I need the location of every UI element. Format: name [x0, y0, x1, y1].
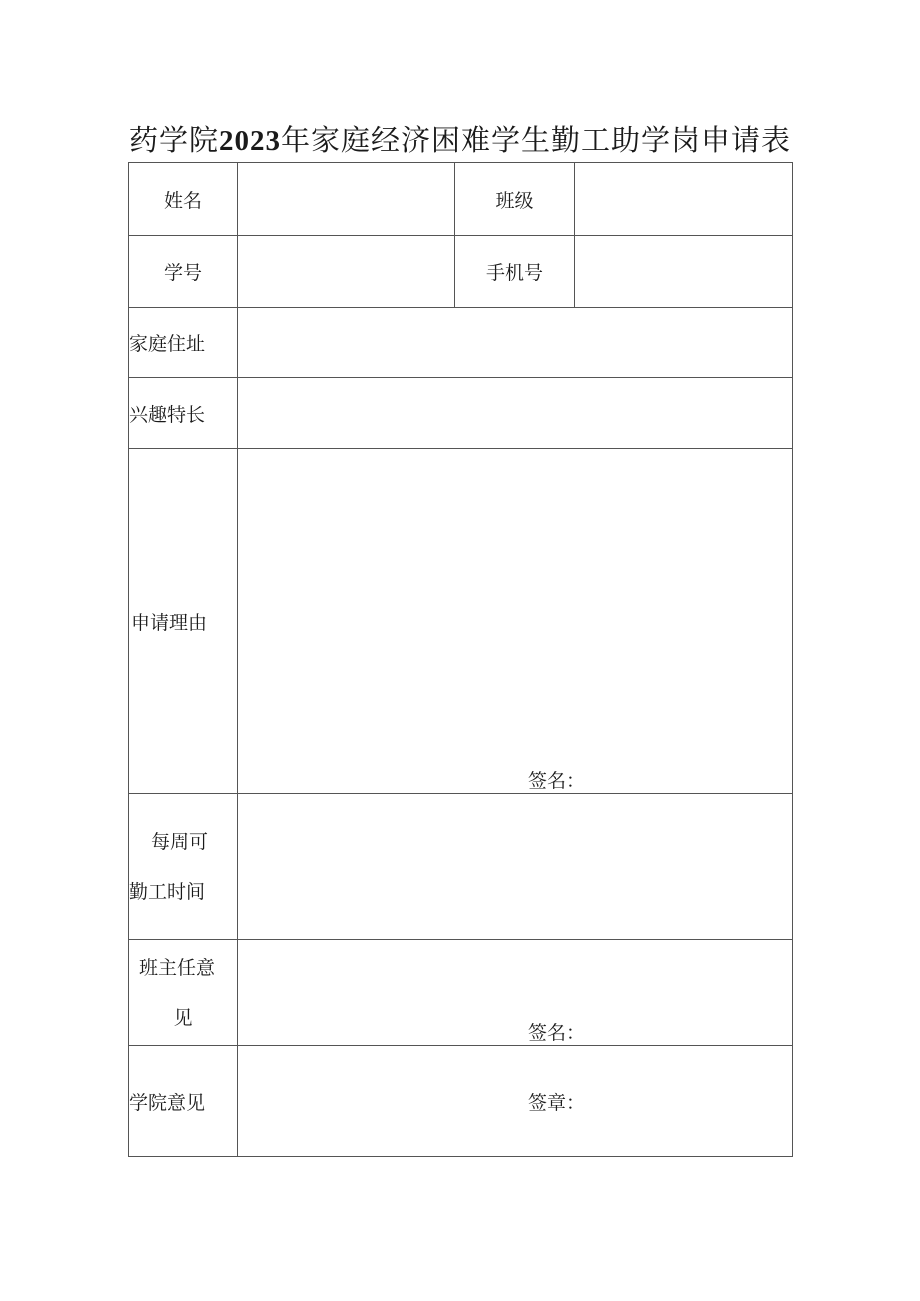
row-hobbies: [129, 378, 793, 449]
row-reason: [129, 449, 793, 794]
row-college-opinion: [129, 1046, 793, 1157]
address-field[interactable]: [238, 308, 793, 378]
row-id-phone: [129, 236, 793, 308]
name-label: 姓名: [129, 163, 238, 236]
teacher-signature-label: 签名：: [528, 1022, 586, 1044]
title-prefix: 药学院: [128, 123, 219, 157]
class-label: 班级: [455, 163, 575, 236]
weekly-time-label-line1: 每周可: [151, 830, 209, 853]
teacher-opinion-field[interactable]: [238, 940, 793, 1046]
student-id-field[interactable]: [238, 236, 455, 308]
address-label: 家庭住址: [129, 308, 238, 378]
name-field[interactable]: [238, 163, 455, 236]
reason-label: 申请理由: [129, 449, 238, 794]
college-opinion-field[interactable]: [238, 1046, 793, 1157]
student-id-label: 学号: [129, 236, 238, 308]
row-weekly-time: [129, 794, 793, 940]
phone-field[interactable]: [575, 236, 793, 308]
title-suffix: 年家庭经济困难学生勤工助学岗申请表: [281, 123, 792, 157]
weekly-time-field[interactable]: [238, 794, 793, 940]
phone-label: 手机号: [455, 236, 575, 308]
hobbies-field[interactable]: [238, 378, 793, 449]
application-form-table: [128, 162, 793, 1157]
teacher-opinion-label-line2: 见: [173, 1006, 193, 1029]
row-address: [129, 308, 793, 378]
college-seal-label: 签章：: [528, 1092, 586, 1114]
title-year: 2023: [219, 125, 281, 157]
teacher-opinion-label-line1: 班主任意: [139, 956, 216, 979]
college-opinion-label: 学院意见: [129, 1046, 238, 1157]
reason-field[interactable]: [238, 449, 793, 794]
reason-signature-label: 签名：: [528, 770, 586, 792]
hobbies-label: 兴趣特长: [129, 378, 238, 449]
row-name-class: [129, 163, 793, 236]
weekly-time-label-line2: 勤工时间: [129, 880, 206, 903]
weekly-time-label: [129, 794, 238, 940]
teacher-opinion-label: [129, 940, 238, 1046]
class-field[interactable]: [575, 163, 793, 236]
row-teacher-opinion: [129, 940, 793, 1046]
document-title: [0, 118, 920, 159]
